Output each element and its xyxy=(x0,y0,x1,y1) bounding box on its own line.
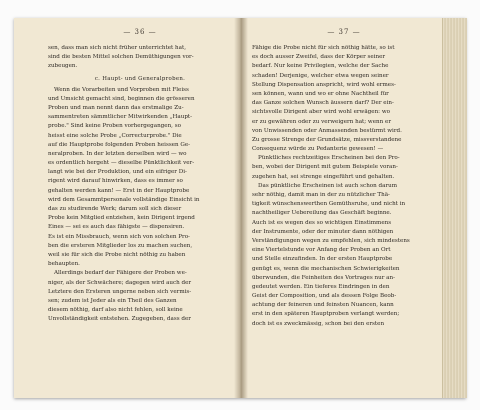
text-line: Pünktliches rechtzeitiges Erscheinen bei den Pro- xyxy=(258,155,400,162)
text-line: sen können, wann und wo er ohne Nachtheil für xyxy=(252,90,389,97)
text-line: der Instrumente, oder der minuter dann nöthigen xyxy=(252,228,394,235)
text-line: Unvollständigkeit entstehen. Zugegeben, dass der xyxy=(48,316,191,323)
text-line: bedarf. Nur keine Privilegien, welche der Sache xyxy=(252,63,389,70)
text-line: nachtheiliger Uebereilung das Geschäft beginne. xyxy=(252,210,392,217)
text-line: achtung der feineren und feinsten Nuancen, kann xyxy=(252,302,394,309)
left-page xyxy=(14,18,240,398)
text-line: und Umsicht gemacht sind, beginnen die grösseren xyxy=(48,95,195,102)
text-line: tigkeit wünschenswerthen Gemüthsruhe, und nicht in xyxy=(252,201,406,208)
right-body-text xyxy=(252,44,436,329)
text-line: heisst eine solche Probe „Correcturprobe." Die xyxy=(48,132,182,139)
text-line: behaupten. xyxy=(48,261,80,268)
text-line: Geist der Composition, und als dessen Folge Beob- xyxy=(252,293,397,300)
text-line: ben die ersteren Mitglieder los zu machen suchen, xyxy=(48,242,193,249)
text-line: diesem nöthig, darf also nicht fehlen, soll keine xyxy=(48,307,183,314)
book-gutter xyxy=(234,18,248,398)
left-intro-text xyxy=(48,44,232,72)
section-heading: c. Haupt- und Generalproben. xyxy=(94,75,186,82)
text-line: sammentreten sämmtlicher Mitwirkenden „Haupt- xyxy=(48,114,193,121)
text-line: eine Viertelstunde vor Anfang der Proben an Ort xyxy=(252,247,391,254)
text-line: rigent wird darauf hinwirken, dass es immer so xyxy=(48,178,183,185)
page-number-right: — 37 — xyxy=(327,28,361,36)
text-line: doch ist es zweckmässig, schon bei den ersten xyxy=(252,320,385,327)
text-line: Es ist ein Missbrauch, wenn sich von solchen Pro- xyxy=(48,233,190,240)
text-line: er zu gewähren oder zu verweigern hat; wenn er xyxy=(252,118,392,125)
text-line: Wenn die Vorarbeiten und Vorproben mit Fleiss xyxy=(54,86,189,93)
text-line: sen; zudem ist Jeder als ein Theil des Ganzen xyxy=(48,297,177,304)
text-line: ben, wobei der Dirigent mit gutem Beispiele voran- xyxy=(252,164,398,171)
text-line: und Stelle einzufinden. In der ersten Hauptprobe xyxy=(252,256,393,263)
text-line: von Unwissenden oder Anmassenden bestürmt wird. xyxy=(252,127,402,134)
text-line: Verständigungen wegen zu empfehlen, sich mindestens xyxy=(252,237,410,244)
text-line: wird dem Gesammtpersonale vollständige Einsicht in xyxy=(48,196,200,203)
left-body-text xyxy=(48,86,232,325)
text-line: Proben und man nennt dann das erstmalige Zu- xyxy=(48,104,184,111)
text-line: sehr nöthig, damit man in der zu nützlicher Thä- xyxy=(252,192,390,198)
text-line: Letztere den Ersteren ungerne neben sich vermis- xyxy=(48,288,192,295)
text-line: sen, dass man sich nicht früher unterrichtet hat, xyxy=(48,45,187,51)
text-line: langt wie bei der Produktion, und ein eifriger Di- xyxy=(48,169,187,176)
text-line: zugehen hat, sei strenge eingeführt und gehalten. xyxy=(252,173,395,180)
text-line: Consequenz würde zu Pedanterie gewesen! — xyxy=(252,146,384,153)
text-line: es doch ausser Zweifel, dass der Körper seiner xyxy=(252,54,386,61)
page-number-left: — 36 — xyxy=(123,28,157,36)
text-line: Auch ist es wegen des so wichtigen Einstimmens xyxy=(252,219,392,226)
text-line: Allerdings bedarf der Fähigere der Proben we- xyxy=(54,270,187,277)
text-line: Das pünktliche Erscheinen ist auch schon darum xyxy=(258,182,398,189)
text-line: sichtsvolle Dirigent aber wird wohl erwägen: wo xyxy=(252,109,390,116)
text-line: gedeutet werden. Ein tieferes Eindringen in den xyxy=(252,283,390,290)
text-line: das Ganze solchen Wunsch äussern darf? Der ein- xyxy=(252,100,394,107)
text-line: auf die Hauptprobe folgenden Proben heissen Ge- xyxy=(48,141,191,148)
text-line: genügt es, wenn die mechanischen Schwierigkeiten xyxy=(252,265,400,272)
text-line: überwunden, die Feinheiten des Vortrages nur an- xyxy=(252,274,395,281)
text-line: das zu studirende Werk; darum soll sich dieser xyxy=(48,206,182,212)
text-line: gehalten werden kann! — Erst in der Hauptprobe xyxy=(48,187,190,194)
page-edges xyxy=(442,18,467,398)
right-page xyxy=(242,18,442,398)
text-line: schaden! Derjenige, welcher etwa wegen seiner xyxy=(252,72,389,79)
open-book xyxy=(14,18,466,398)
text-line: zubeugen. xyxy=(48,63,78,70)
text-line: Stellung Dispensation anspricht, wird wohl ermes- xyxy=(252,81,396,88)
text-line: niger, als der Schwächere; dagegen wird auch der xyxy=(48,279,192,286)
text-line: sind die besten Mittel solchen Demüthigungen vor- xyxy=(48,54,194,61)
text-line: neralproben. In der letzten derselben wird — wo xyxy=(48,150,187,157)
text-line: Fähige die Probe nicht für sich nöthig hätte, so ist xyxy=(252,45,395,51)
text-line: Zu grosse Strenge der Grundsätze, missverstandene xyxy=(252,136,402,143)
text-line: Eines — sei es auch das fähigste — dispensiren. xyxy=(48,224,185,231)
text-line: probe." Sind keine Proben vorhergegangen, so xyxy=(48,123,181,130)
text-line: Probe kein Mitglied entziehen, kein Dirigent irgend xyxy=(48,215,195,222)
text-line: weil sie für sich die Probe nicht nöthig zu haben xyxy=(48,251,186,258)
text-line: erst in den späteren Hauptproben verlangt werden; xyxy=(252,311,400,318)
text-line: es ordentlich hergeht — dieselbe Pünktlichkeit ver- xyxy=(48,160,195,167)
